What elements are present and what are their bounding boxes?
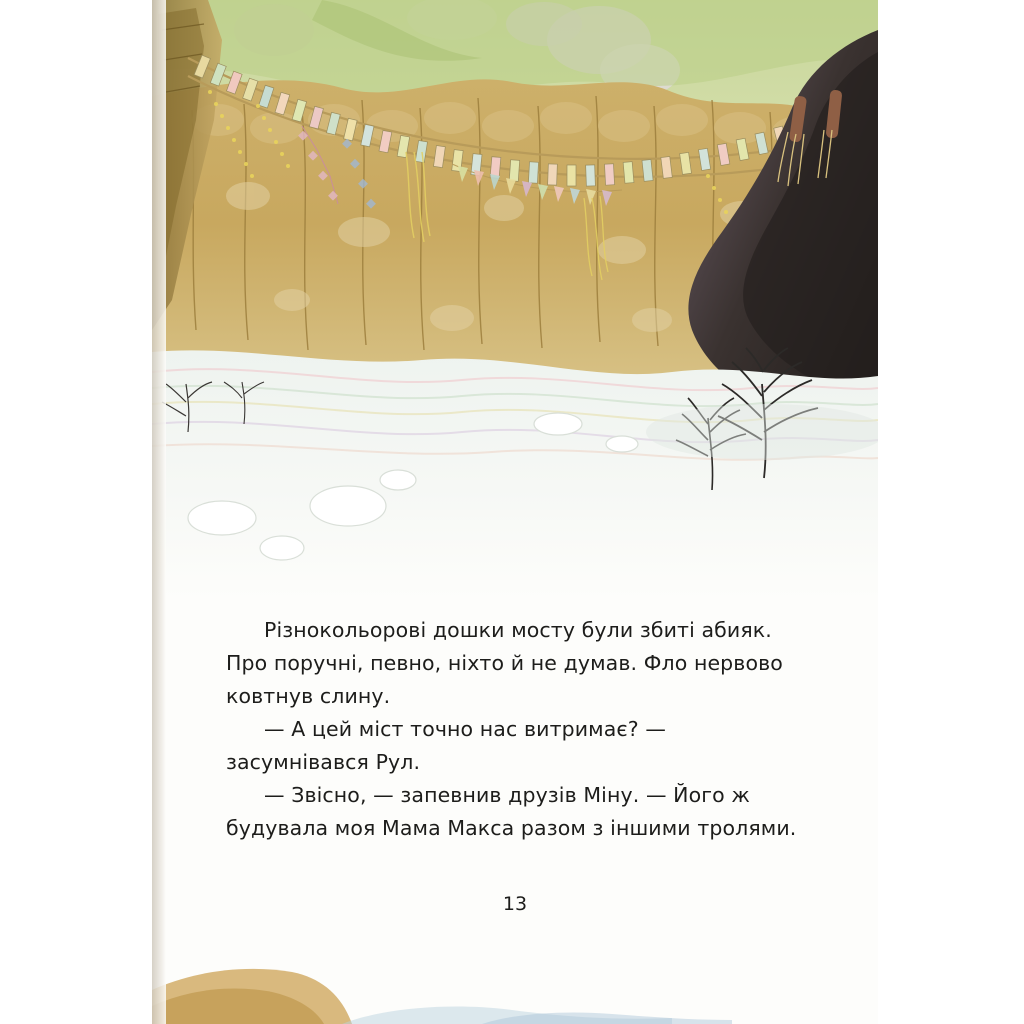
next-page-artwork [152,962,878,1024]
paragraph-3: — Звісно, — запевнив друзів Міну. — Його ж будувала моя Мама Макса разом з іншими тролями. [226,783,797,840]
left-margin [0,0,152,1024]
illustration-artwork [152,0,878,600]
illustration [152,0,878,600]
page-number: 13 [502,893,528,915]
next-page-peek [152,962,878,1024]
body-text [226,614,806,845]
page-sheet [152,0,878,1024]
paragraph-2: — А цей міст точно нас витримає? — засумнівався Рул. [226,717,666,774]
right-margin [878,0,1024,1024]
book-gutter-shadow [152,0,166,1024]
paragraph-1: Різнокольорові дошки мосту були збиті абияк. Про поручні, певно, ніхто й не думав. Фло нервово ковтнув слину. [226,618,783,708]
